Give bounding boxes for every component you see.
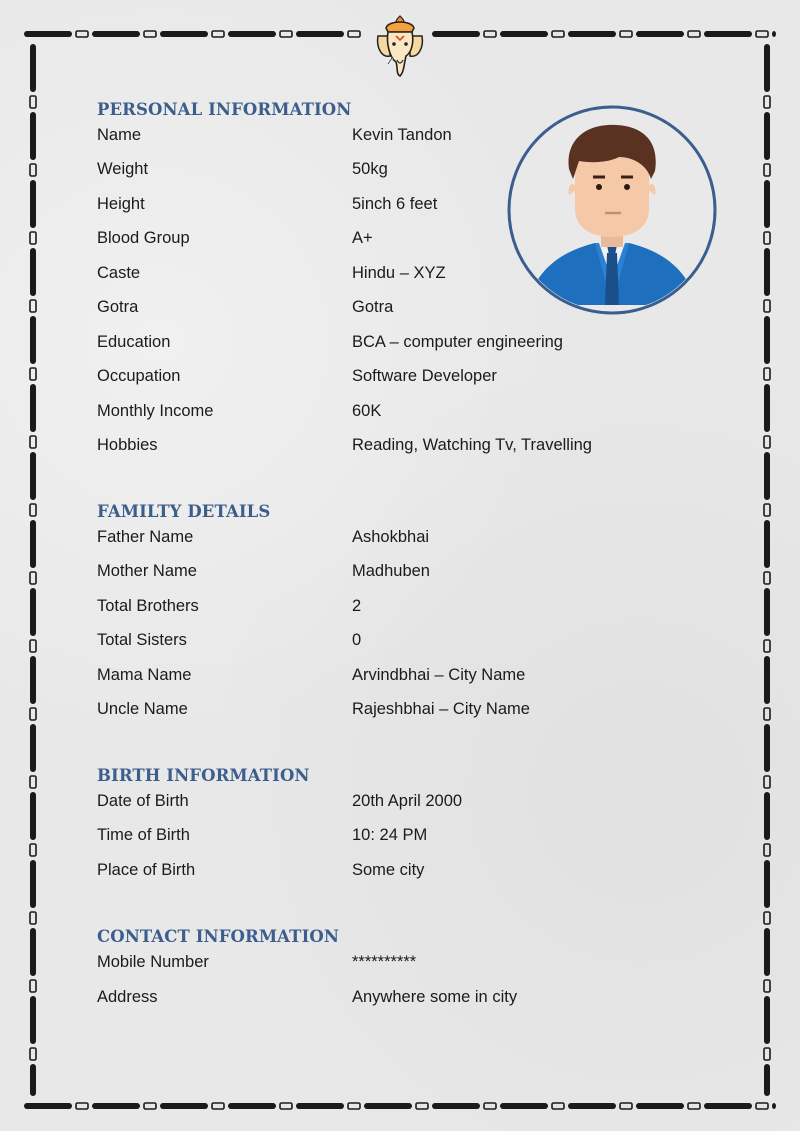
row-value: Rajeshbhai – City Name <box>352 700 530 718</box>
row-label: Height <box>97 195 145 213</box>
info-row-gotra <box>97 298 657 322</box>
row-value: 50kg <box>352 160 388 178</box>
row-value: 60K <box>352 402 382 420</box>
row-value: A+ <box>352 229 373 247</box>
row-label: Father Name <box>97 528 194 546</box>
row-label: Weight <box>97 160 149 178</box>
row-value: 10: 24 PM <box>352 826 428 844</box>
row-value: Anywhere some in city <box>352 988 518 1006</box>
row-label: Occupation <box>97 367 181 385</box>
row-label: Date of Birth <box>97 792 189 810</box>
row-value: 0 <box>352 631 362 649</box>
row-value: Hindu – XYZ <box>352 264 446 282</box>
row-label: Place of Birth <box>97 861 196 879</box>
info-row-occupation <box>97 367 657 391</box>
info-row-address <box>97 988 657 1012</box>
row-value: 5inch 6 feet <box>352 195 438 213</box>
info-row-height <box>97 195 657 219</box>
info-row-weight <box>97 160 657 184</box>
row-label: Name <box>97 126 142 144</box>
info-row-total-sisters <box>97 631 657 655</box>
row-label: Gotra <box>97 298 139 316</box>
row-value: 2 <box>352 597 362 615</box>
row-label: Address <box>97 988 158 1006</box>
ganesha-icon <box>374 14 426 80</box>
row-label: Blood Group <box>97 229 190 247</box>
row-value: Gotra <box>352 298 394 316</box>
info-row-caste <box>97 264 657 288</box>
info-row-hobbies <box>97 436 657 460</box>
info-row-total-brothers <box>97 597 657 621</box>
info-row-mother-name <box>97 562 657 586</box>
row-value: 20th April 2000 <box>352 792 463 810</box>
row-label: Total Brothers <box>97 597 199 615</box>
row-value: Arvindbhai – City Name <box>352 666 526 684</box>
contact-information-heading: CONTACT INFORMATION <box>97 927 340 946</box>
info-row-blood-group <box>97 229 657 253</box>
row-label: Mama Name <box>97 666 192 684</box>
row-value: Software Developer <box>352 367 497 385</box>
info-row-education <box>97 333 657 357</box>
info-row-place-of-birth <box>97 861 657 885</box>
info-row-uncle-name <box>97 700 657 724</box>
row-label: Hobbies <box>97 436 158 454</box>
row-value: BCA – computer engineering <box>352 333 563 351</box>
info-row-name <box>97 126 657 150</box>
info-row-date-of-birth <box>97 792 657 816</box>
row-value: Kevin Tandon <box>352 126 452 144</box>
row-label: Mobile Number <box>97 953 209 971</box>
personal-information-heading: PERSONAL INFORMATION <box>97 100 352 119</box>
row-label: Monthly Income <box>97 402 214 420</box>
row-label: Uncle Name <box>97 700 188 718</box>
row-label: Mother Name <box>97 562 197 580</box>
row-label: Caste <box>97 264 141 282</box>
row-value: Madhuben <box>352 562 430 580</box>
row-value: Some city <box>352 861 425 879</box>
family-details-heading: FAMILTY DETAILS <box>97 502 271 521</box>
birth-information-heading: BIRTH INFORMATION <box>97 766 310 785</box>
info-row-mama-name <box>97 666 657 690</box>
row-label: Time of Birth <box>97 826 190 844</box>
row-label: Total Sisters <box>97 631 187 649</box>
info-row-time-of-birth <box>97 826 657 850</box>
row-value: Reading, Watching Tv, Travelling <box>352 436 592 454</box>
row-value: Ashokbhai <box>352 528 430 546</box>
row-value: ********** <box>352 953 417 971</box>
info-row-mobile-number <box>97 953 657 977</box>
info-row-father-name <box>97 528 657 552</box>
row-label: Education <box>97 333 171 351</box>
info-row-monthly-income <box>97 402 657 426</box>
